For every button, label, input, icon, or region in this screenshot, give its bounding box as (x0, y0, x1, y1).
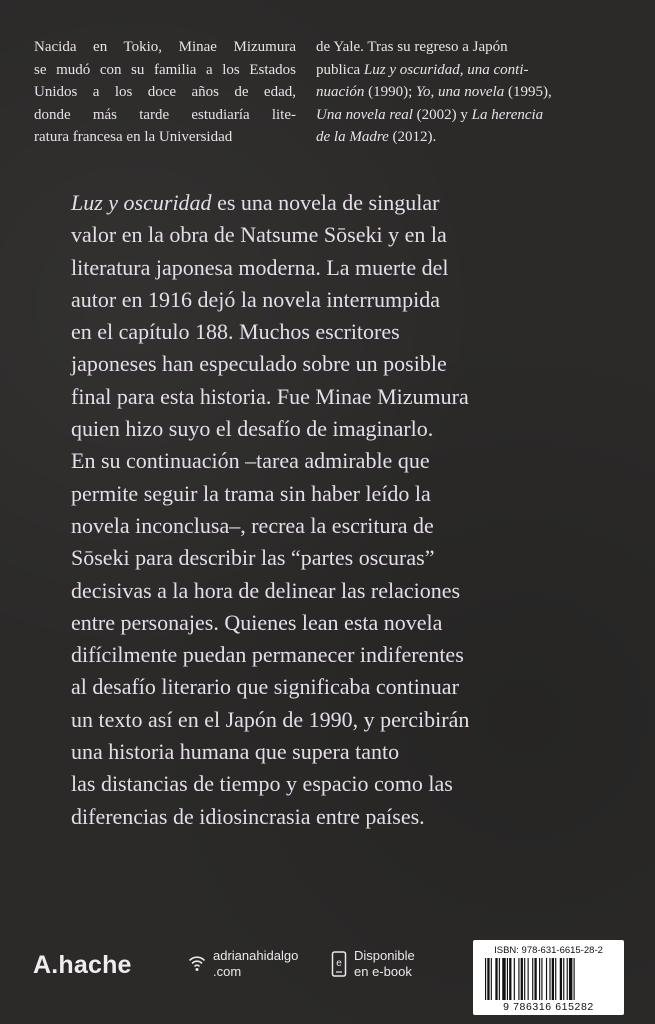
blurb-line: las distancias de tiempo y espacio como las (71, 771, 453, 797)
bio-line: nuación (1990); Yo, una novela (1995), (316, 84, 552, 100)
blurb-line: decisivas a la hora de delinear las relaciones (71, 577, 461, 603)
blurb-line: japoneses han especulado sobre un posible (71, 351, 447, 377)
book-title: Yo, una novela (416, 84, 505, 100)
book-title: Una novela real (316, 106, 413, 123)
ebook-availability (331, 948, 415, 980)
blurb-line: un texto así en el Japón de 1990, y percibirán (71, 706, 470, 732)
website-text: adrianahidalgo .com (213, 948, 299, 979)
bio-line: Una novela real (2002) y La herencia (316, 106, 544, 123)
back-cover-blurb (71, 187, 591, 833)
book-title: La herencia (471, 106, 544, 123)
blurb-line: Luz y oscuridad es una novela de singular (71, 190, 440, 215)
blurb-line: final para esta historia. Fue Minae Mizumura (71, 383, 469, 409)
bio-line: de Yale. Tras su regreso a Japón (316, 39, 508, 55)
book-title: nuación (316, 84, 365, 100)
book-title: de la Madre (316, 129, 389, 145)
publisher-website[interactable] (187, 948, 298, 980)
publisher-logo: A.hache (33, 951, 132, 979)
barcode-number: 9 786316 615282 (503, 1001, 594, 1013)
bio-line: Nacida en Tokio, Minae Mizumura (34, 39, 296, 55)
blurb-line: diferencias de idiosincrasia entre países. (71, 803, 425, 829)
blurb-line: permite seguir la trama sin haber leído la (71, 480, 431, 506)
bio-line: se mudó con su familia a los Estados (34, 61, 296, 78)
blurb-line: Sōseki para describir las “partes oscuras” (71, 545, 435, 571)
book-title: Luz y oscuridad (71, 190, 212, 215)
blurb-line: literatura japonesa moderna. La muerte del (71, 254, 449, 280)
blurb-line: al desafío literario que significaba continuar (71, 674, 459, 700)
bio-line: de la Madre (2012). (316, 129, 437, 145)
svg-text:e: e (336, 958, 342, 969)
isbn-barcode (473, 940, 624, 1015)
bio-line: ratura francesa en la Universidad (34, 129, 233, 145)
blurb-line: novela inconclusa–, recrea la escritura de (71, 512, 434, 538)
ebook-reader-icon (331, 950, 347, 978)
blurb-line: entre personajes. Quienes lean esta novela (71, 609, 443, 635)
blurb-line: en el capítulo 188. Muchos escritores (71, 319, 400, 345)
wifi-signal-icon (187, 951, 207, 977)
blurb-line: difícilmente puedan permanecer indiferentes (71, 642, 464, 668)
blurb-line: En su continuación –tarea admirable que (71, 448, 430, 474)
barcode-icon (483, 958, 614, 1000)
bio-line: donde más tarde estudiaría lite- (34, 106, 296, 123)
isbn-label: ISBN: 978-631-6615-28-2 (494, 945, 603, 956)
author-bio-right (316, 36, 614, 149)
blurb-line: una historia humana que supera tanto (71, 739, 400, 765)
blurb-line: quien hizo suyo el desafío de imaginarlo. (71, 416, 434, 442)
blurb-line: autor en 1916 dejó la novela interrumpida (71, 286, 440, 312)
bio-line: publica Luz y oscuridad, una conti- (316, 61, 529, 78)
author-bio-left (34, 36, 296, 149)
blurb-line: valor en la obra de Natsume Sōseki y en la (71, 222, 447, 248)
book-title: Luz y oscuridad, una conti- (363, 61, 529, 78)
ebook-text: Disponible en e-book (354, 948, 415, 979)
bio-line: Unidos a los doce años de edad, (34, 84, 296, 100)
